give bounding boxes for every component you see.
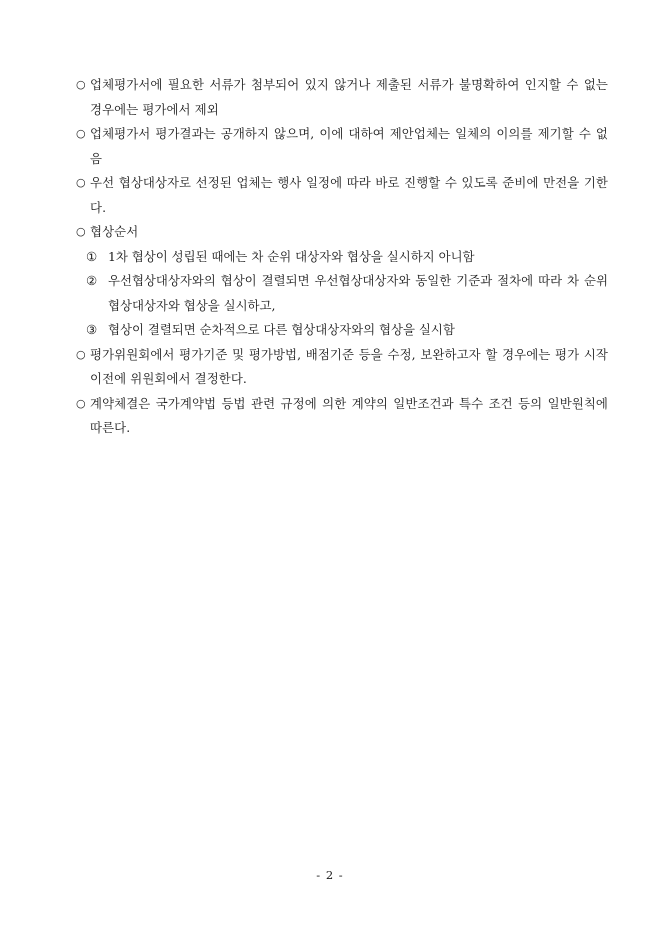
list-item-text: 협상순서 <box>90 224 139 239</box>
bullet-icon: ○ <box>76 127 86 140</box>
sub-list-item <box>86 245 608 270</box>
sub-item-number: ② <box>86 273 98 288</box>
sub-item-text: 우선협상대상자와의 협상이 결렬되면 우선협상대상자와 동일한 기준과 절차에 따라 차 순위 협상대상자와 협상을 실시하고, <box>108 273 608 313</box>
list-item-text: 계약체결은 국가계약법 등법 관련 규정에 의한 계약의 일반조건과 특수 조건 등의 일반원칙에 따른다. <box>90 395 608 435</box>
list-item <box>76 343 608 392</box>
list-item <box>76 122 608 171</box>
bullet-icon: ○ <box>76 78 86 91</box>
page-number: - 2 - <box>316 868 344 882</box>
list-item-text: 업체평가서 평가결과는 공개하지 않으며, 이에 대하여 제안업체는 일체의 이의를 제기할 수 없음 <box>90 126 608 166</box>
list-item <box>76 392 608 441</box>
sub-item-number: ③ <box>86 322 98 337</box>
list-item <box>76 73 608 122</box>
document-body <box>76 73 608 441</box>
sub-list-item <box>86 318 608 343</box>
list-item <box>76 220 608 245</box>
list-item-text: 업체평가서에 필요한 서류가 첨부되어 있지 않거나 제출된 서류가 불명확하여 인지할 수 없는 경우에는 평가에서 제외 <box>90 77 608 117</box>
sub-item-text: 1차 협상이 성립된 때에는 차 순위 대상자와 협상을 실시하지 아니함 <box>108 248 475 264</box>
bullet-icon: ○ <box>76 396 86 410</box>
bullet-icon: ○ <box>76 225 86 238</box>
list-item <box>76 171 608 220</box>
sub-item-text: 협상이 결렬되면 순차적으로 다른 협상대상자와의 협상을 실시함 <box>108 322 455 337</box>
bullet-icon: ○ <box>76 347 86 361</box>
list-item-text: 평가위원회에서 평가기준 및 평가방법, 배점기준 등을 수정, 보완하고자 할 경우에는 평가 시작 이전에 위원회에서 결정한다. <box>90 346 608 386</box>
bullet-icon: ○ <box>76 176 86 189</box>
sub-list-item <box>86 269 608 318</box>
sub-list <box>76 245 608 343</box>
list-item-text: 우선 협상대상자로 선정된 업체는 행사 일정에 따라 바로 진행할 수 있도록 준비에 만전을 기한다. <box>90 175 608 215</box>
sub-item-number: ① <box>86 248 98 264</box>
